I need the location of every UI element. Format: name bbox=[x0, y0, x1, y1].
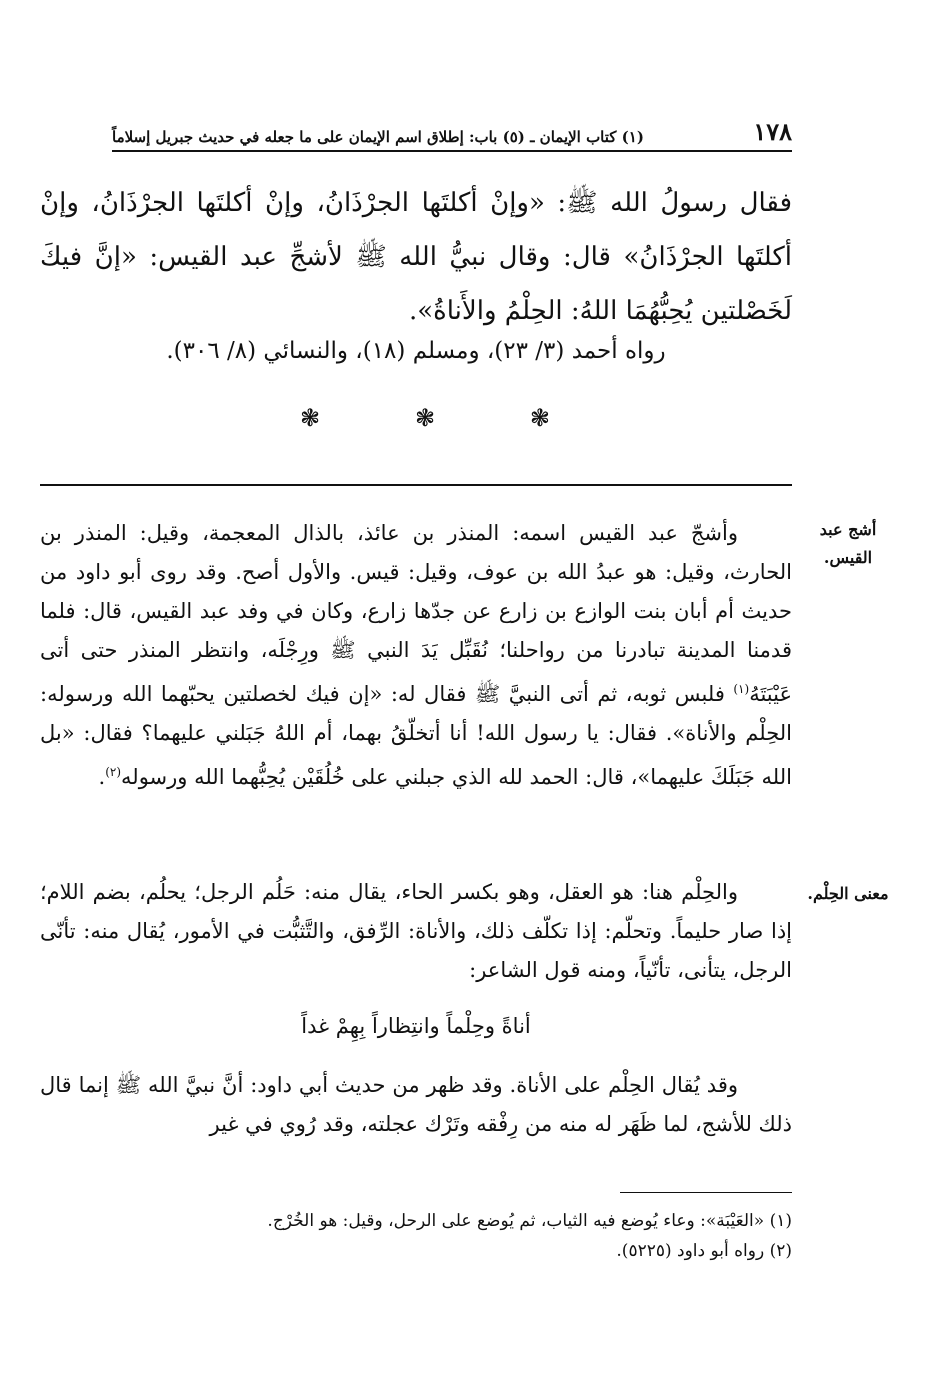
commentary-paragraph-1 bbox=[40, 514, 792, 797]
page-number: ١٧٨ bbox=[753, 117, 792, 146]
section-divider bbox=[40, 484, 792, 486]
separator-star-icon: ❃ bbox=[529, 404, 550, 432]
footnote-2: (٢) رواه أبو داود (٥٢٢٥). bbox=[616, 1241, 792, 1261]
side-note-hilm: معنى الحِلْم. bbox=[807, 884, 889, 903]
separator-star-icon: ❃ bbox=[300, 404, 321, 432]
paragraph-end: . bbox=[98, 765, 106, 789]
footnote-ref-1[interactable]: (١) bbox=[733, 682, 750, 696]
side-note-ashaj: أشج عبد القيس. bbox=[819, 520, 877, 567]
footnote-ref-2[interactable]: (٢) bbox=[105, 765, 122, 779]
footnotes bbox=[40, 1206, 792, 1266]
section-separator bbox=[300, 404, 550, 432]
commentary-paragraph-2: والحِلْم هنا: هو العقل، وهو بكسر الحاء، يقال منه: حَلُم الرجل؛ يحلُم، بضم اللام؛ إذا صار حليماً. وتحلّم: إذا تكلّف ذلك، والأناة: الرِّفق، والتَّثبُّت في الأمور، يُقال منه: تأنّى الرجل، يتأنى، تأنّياً، ومنه قول الشاعر: bbox=[40, 880, 792, 982]
page-header bbox=[112, 118, 792, 152]
paragraph-text: فلبس ثوبه، ثم أتى النبيَّ ﷺ فقال له: «إن فيك لخصلتين يحبّهما الله ورسوله: الحِلْم والأناة». فقال: يا رسول الله! أنا أتخلّقُ بهما، أم اللهُ جَبَلني عليهما؟ فقال: «بل الله جَبَلَكَ عليهما»، قال: الحمد لله الذي جبلني على خُلُقَيْن يُحِبُّهما الله ورسوله bbox=[40, 682, 792, 789]
footnote-1: (١) «العَيْبَة»: وعاء يُوضع فيه الثياب، ثم يُوضع على الرحل، وقيل: هو الخُرْج. bbox=[267, 1211, 792, 1231]
hadith-paragraph: فقال رسولُ الله ﷺ: «وإنْ أكلتَها الجرْذَانُ، وإنْ أكلتَها الجرْذَانُ، وإنْ أكلتَها الجرْذَانُ» قال: وقال نبيُّ الله ﷺ لأشجِّ عبد القيس: «إنَّ فيكَ لَخَصْلتين يُحِبُّهُمَا اللهُ: الحِلْمُ والأَناةُ». bbox=[40, 188, 792, 326]
separator-star-icon: ❃ bbox=[414, 404, 436, 432]
paragraph-text: وأشجّ عبد القيس اسمه: المنذر بن عائذ، بالذال المعجمة، وقيل: المنذر بن الحارث، وقيل: هو عبدُ الله بن عوف، وقيل: قيس. والأول أصح. وقد روى أبو داود من حديث أم أبان بنت الوازع بن زارع عن جدّها زارع، وكان في وفد عبد القيس، قال: فلما قدمنا المدينة تبادرنا من رواحلنا؛ نُقَبِّل يَدَ النبي ﷺ ورِجْلَه، وانتظر المنذر حتى أتى عَيْبَتَهُ bbox=[40, 521, 792, 706]
commentary-paragraph-3: وقد يُقال الحِلْم على الأناة. وقد ظهر من حديث أبي داود: أنَّ نبيَّ الله ﷺ إنما قال ذلك للأشج، لما ظَهَر له منه من رِفْقه وتَرْك عجلته، وقد رُوي في غير bbox=[40, 1073, 792, 1136]
hadith-source: رواه أحمد (٣/ ٢٣)، ومسلم (١٨)، والنسائي (٨/ ٣٠٦). bbox=[166, 338, 666, 364]
poetry-verse: أناةً وحِلْماً وانتِظاراً بِهِمْ غداً bbox=[301, 1014, 531, 1038]
footnote-divider bbox=[620, 1192, 792, 1193]
hadith-text bbox=[40, 176, 792, 338]
running-title: (١) كتاب الإيمان ـ (٥) باب: إطلاق اسم الإيمان على ما جعله في حديث جبريل إسلاماً bbox=[112, 128, 644, 146]
